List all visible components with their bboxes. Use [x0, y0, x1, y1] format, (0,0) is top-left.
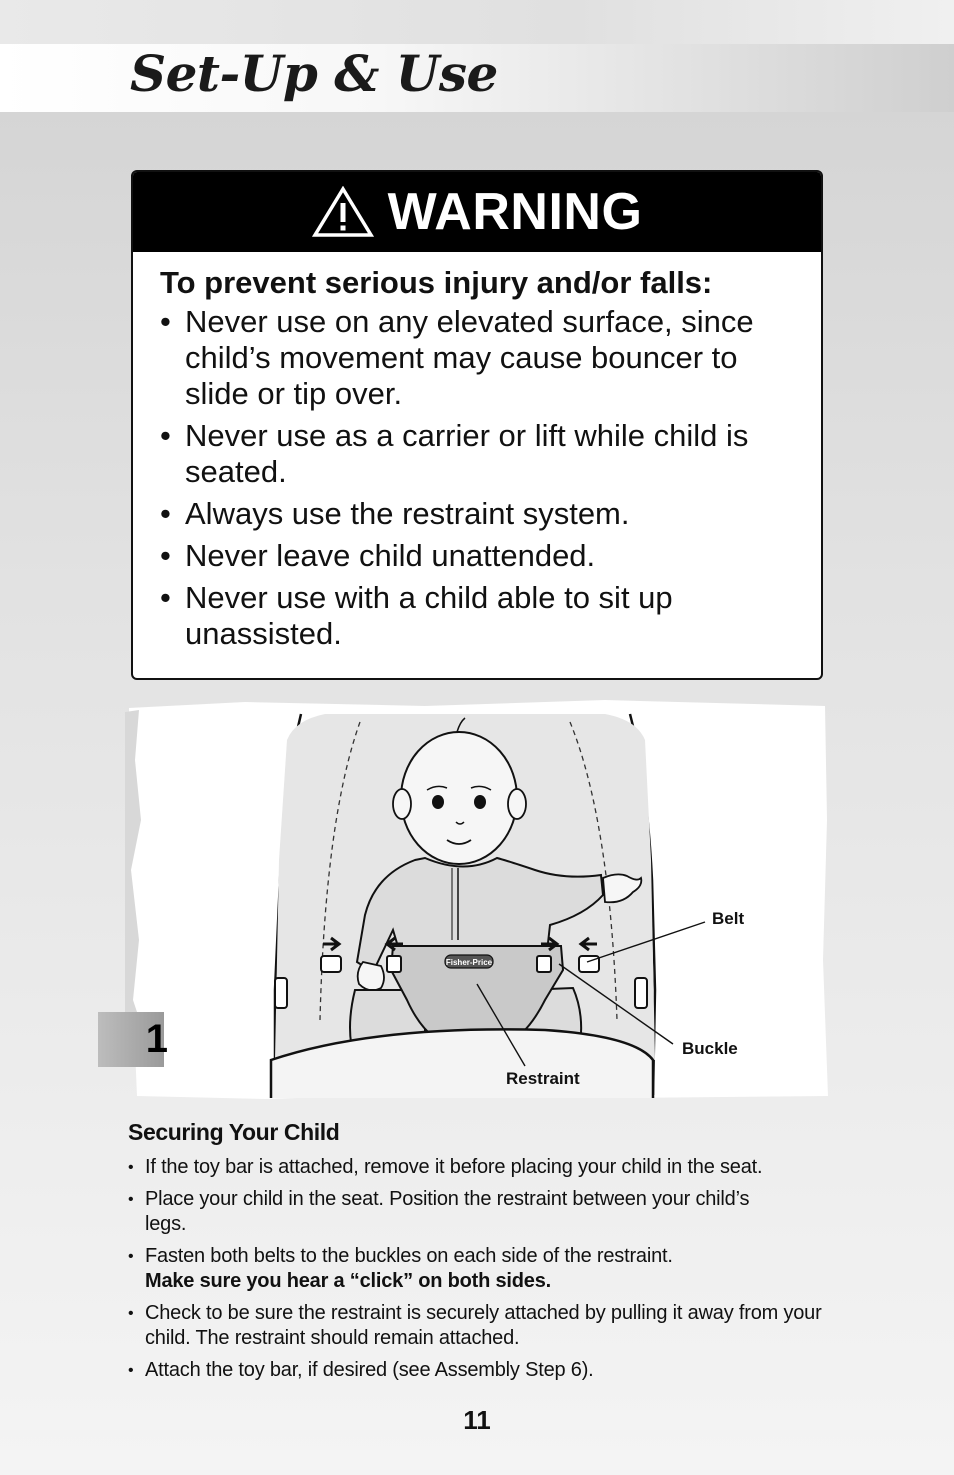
instruction-item: • Place your child in the seat. Position the restraint between your child’s legs. — [128, 1187, 788, 1237]
callout-restraint: Restraint — [506, 1069, 580, 1088]
callout-buckle: Buckle — [682, 1039, 738, 1058]
warning-item: • Never leave child unattended. — [160, 538, 793, 574]
step-number: 1 — [145, 1017, 168, 1061]
instructions-list — [128, 1155, 888, 1390]
page-number: 11 — [463, 1405, 491, 1435]
warning-list — [160, 304, 793, 652]
section-heading: Securing Your Child — [128, 1119, 340, 1145]
warning-item: • Never use with a child able to sit up unassisted. — [160, 580, 793, 652]
warning-header — [133, 172, 821, 252]
warning-item: • Never use as a carrier or lift while child is seated. — [160, 418, 793, 490]
warning-body — [133, 252, 821, 652]
instruction-item: • Fasten both belts to the buckles on each side of the restraint. Make sure you hear a “click” on both sides. — [128, 1244, 888, 1294]
warning-box — [131, 170, 823, 680]
brand-label: Fisher-Price — [445, 958, 493, 967]
instruction-emphasis: Make sure you hear a “click” on both sides. — [145, 1270, 551, 1292]
callout-belt: Belt — [712, 909, 745, 928]
instruction-item: • Check to be sure the restraint is securely attached by pulling it away from your child. The restraint should remain attached. — [128, 1301, 838, 1351]
warning-item: • Always use the restraint system. — [160, 496, 793, 532]
instruction-item: • Attach the toy bar, if desired (see Assembly Step 6). — [128, 1358, 888, 1383]
instruction-item: • If the toy bar is attached, remove it before placing your child in the seat. — [128, 1155, 888, 1180]
warning-triangle-icon — [312, 186, 374, 238]
warning-intro: To prevent serious injury and/or falls: — [160, 265, 713, 300]
warning-item: • Never use on any elevated surface, since child’s movement may cause bouncer to slide or tip over. — [160, 304, 793, 412]
top-strip — [0, 0, 954, 45]
step-badge — [98, 1012, 168, 1067]
warning-title: WARNING — [387, 183, 643, 241]
page-title: Set-Up & Use — [130, 44, 498, 103]
